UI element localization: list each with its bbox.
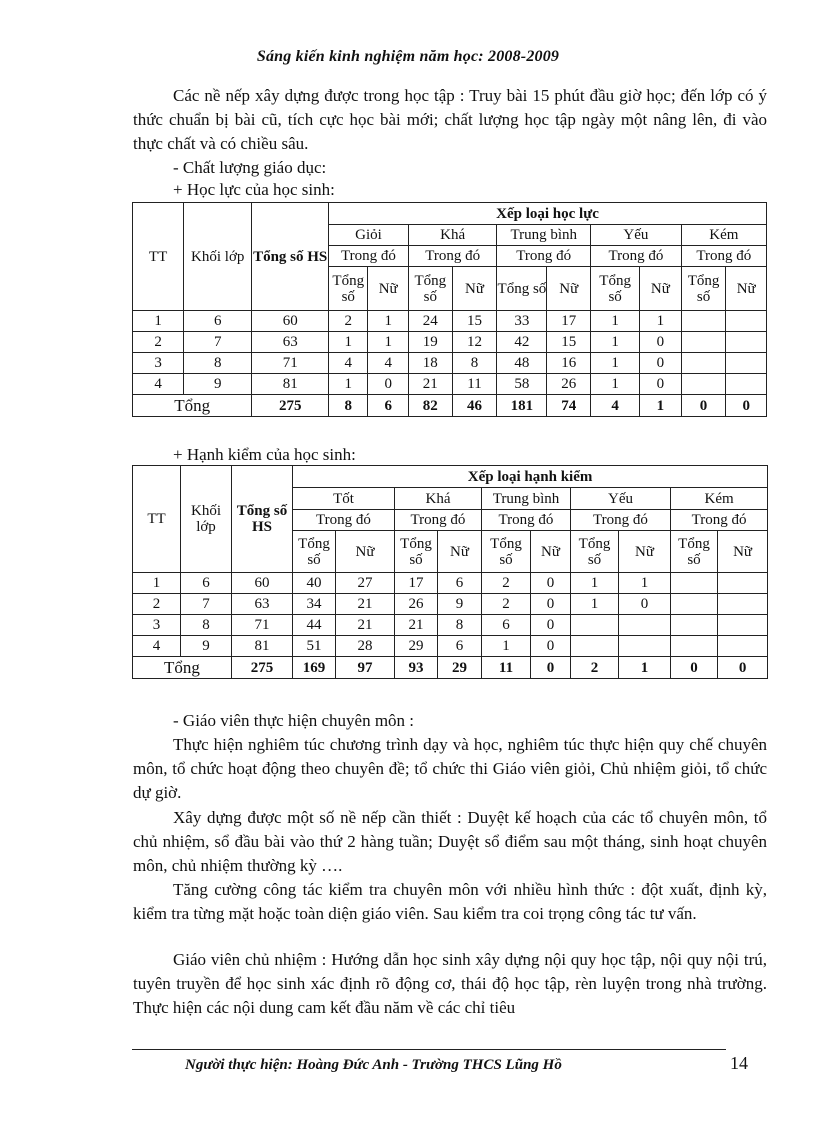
table-cell: 0 <box>640 374 682 395</box>
cat-header: Yếu <box>571 488 671 510</box>
table-cell: 1 <box>640 311 682 332</box>
paragraph-homeroom: Giáo viên chủ nhiệm : Hướng dẫn học sinh xây dựng nội quy học tập, nội quy nội trú, tuyên truyền để học sinh xác định rõ động cơ, thái độ học tập, rèn luyện trong nhà trường. Thực hiện các nội dung cam kết đầu năm về các chỉ tiêu <box>133 950 767 1017</box>
table-cell: 0 <box>619 594 671 615</box>
table-cell: 0 <box>531 594 571 615</box>
total-cell: 0 <box>531 657 571 679</box>
total-cell: 97 <box>336 657 395 679</box>
total-cell: 0 <box>726 395 767 417</box>
subheader-tong-so: Tổng số <box>293 531 336 573</box>
total-cell: 29 <box>438 657 482 679</box>
table-cell: 8 <box>438 615 482 636</box>
table-row <box>133 311 767 332</box>
table-cell: 15 <box>547 332 591 353</box>
total-cell: 0 <box>718 657 768 679</box>
total-cell: 8 <box>329 395 368 417</box>
table-cell <box>671 573 718 594</box>
total-cell: 169 <box>293 657 336 679</box>
subheader-tong-so: Tổng số <box>671 531 718 573</box>
table-cell: 19 <box>408 332 452 353</box>
table-cell: 17 <box>395 573 438 594</box>
subheader-trong-do: Trong đó <box>293 510 395 531</box>
table-cell: 4 <box>329 353 368 374</box>
table-cell: 1 <box>591 374 640 395</box>
table-cell <box>671 615 718 636</box>
total-cell: 275 <box>252 395 329 417</box>
table-cell: 15 <box>452 311 497 332</box>
header-tt: TT <box>133 203 184 311</box>
table-cell: 8 <box>184 353 252 374</box>
table-cell: 48 <box>497 353 547 374</box>
total-cell: 0 <box>671 657 718 679</box>
table-row <box>133 353 767 374</box>
table-cell <box>726 353 767 374</box>
subheader-tong-so: Tổng số <box>395 531 438 573</box>
subheader-nu: Nữ <box>718 531 768 573</box>
table-cell: 2 <box>482 573 531 594</box>
table-cell <box>726 311 767 332</box>
table-cell: 26 <box>547 374 591 395</box>
table-cell <box>671 594 718 615</box>
table-cell: 63 <box>252 332 329 353</box>
total-label: Tổng <box>133 657 232 679</box>
total-row <box>133 657 768 679</box>
cat-header: Trung bình <box>497 225 591 246</box>
paragraph-curriculum: Thực hiện nghiêm túc chương trình dạy và học, nghiêm túc thực hiện quy chế chuyên môn, tổ chức hoạt động theo chuyên đề; tổ chức thi Giáo viên giỏi, Chủ nhiệm giỏi, tổ chức dự giờ. <box>133 735 767 802</box>
cat-header: Kém <box>681 225 766 246</box>
table-cell: 21 <box>395 615 438 636</box>
header-group: Xếp loại học lực <box>329 203 767 225</box>
table-cell: 6 <box>482 615 531 636</box>
table-cell <box>726 332 767 353</box>
table-cell: 6 <box>438 573 482 594</box>
table-cell: 60 <box>232 573 293 594</box>
table-cell <box>681 332 726 353</box>
paragraph-routines: Xây dựng được một số nề nếp cần thiết : Duyệt kế hoạch của các tổ chuyên môn, tổ chủ nhiệm, sổ đầu bài vào thứ 2 hàng tuần; Duyệt sổ điểm sau một tháng, sinh hoạt chuyên môn, chủ nhiệm thường kỳ …. <box>133 808 767 875</box>
table-cell <box>681 353 726 374</box>
table-cell: 81 <box>232 636 293 657</box>
subheader-nu: Nữ <box>547 267 591 311</box>
subheader-trong-do: Trong đó <box>408 246 496 267</box>
subheader-trong-do: Trong đó <box>681 246 766 267</box>
table-cell: 1 <box>571 573 619 594</box>
table-cell <box>681 374 726 395</box>
table-cell: 3 <box>133 615 181 636</box>
table-cell: 6 <box>181 573 232 594</box>
table-cell: 0 <box>531 615 571 636</box>
table-cell: 6 <box>184 311 252 332</box>
cat-header: Tốt <box>293 488 395 510</box>
table-cell: 58 <box>497 374 547 395</box>
table-cell: 9 <box>181 636 232 657</box>
subheader-trong-do: Trong đó <box>591 246 682 267</box>
table-cell: 7 <box>181 594 232 615</box>
total-cell: 0 <box>681 395 726 417</box>
table-cell: 71 <box>232 615 293 636</box>
table-cell: 4 <box>368 353 408 374</box>
subheader-nu: Nữ <box>336 531 395 573</box>
table-cell: 1 <box>591 332 640 353</box>
table-cell <box>619 615 671 636</box>
table-cell <box>726 374 767 395</box>
table-cell: 1 <box>329 332 368 353</box>
header-tt: TT <box>133 466 181 573</box>
paragraph-study-habits: Các nề nếp xây dựng được trong học tập : Truy bài 15 phút đầu giờ học; đến lớp có ý thức chuẩn bị bài cũ, tích cực học bài mới; chất lượng học tập ngày một nâng lên, đi vào thực chất và có chiều sâu. <box>133 86 767 153</box>
table-cell: 6 <box>438 636 482 657</box>
total-cell: 4 <box>591 395 640 417</box>
table-cell <box>718 573 768 594</box>
table-row <box>133 332 767 353</box>
header-tong-so-hs: Tổng số HS <box>252 203 329 311</box>
cat-header: Trung bình <box>482 488 571 510</box>
table-cell <box>718 594 768 615</box>
conduct-table <box>132 465 768 679</box>
heading-education-quality: - Chất lượng giáo dục: <box>173 158 327 177</box>
header-group: Xếp loại hạnh kiểm <box>293 466 768 488</box>
total-cell: 93 <box>395 657 438 679</box>
table-cell <box>718 636 768 657</box>
table-cell: 17 <box>547 311 591 332</box>
table-cell: 0 <box>640 353 682 374</box>
table-cell: 26 <box>395 594 438 615</box>
table-cell: 21 <box>408 374 452 395</box>
heading-academic-performance: + Học lực của học sinh: <box>173 180 335 199</box>
table-cell: 1 <box>368 332 408 353</box>
table-cell: 9 <box>184 374 252 395</box>
table-cell <box>671 636 718 657</box>
table-cell: 8 <box>452 353 497 374</box>
table-cell: 1 <box>368 311 408 332</box>
heading-conduct: + Hạnh kiểm của học sinh: <box>173 445 356 464</box>
total-label: Tổng <box>133 395 252 417</box>
footer-divider <box>132 1049 726 1050</box>
academic-table <box>132 202 767 417</box>
subheader-nu: Nữ <box>452 267 497 311</box>
table-cell: 2 <box>482 594 531 615</box>
subheader-trong-do: Trong đó <box>482 510 571 531</box>
subheader-nu: Nữ <box>640 267 682 311</box>
total-cell: 181 <box>497 395 547 417</box>
table-cell: 1 <box>133 311 184 332</box>
table-cell: 0 <box>368 374 408 395</box>
table-cell <box>571 636 619 657</box>
table-cell <box>571 615 619 636</box>
subheader-tong-so: Tổng số <box>497 267 547 311</box>
footer-author: Người thực hiện: Hoàng Đức Anh - Trường THCS Lũng Hồ <box>185 1057 562 1073</box>
table-cell: 1 <box>619 573 671 594</box>
heading-teachers: - Giáo viên thực hiện chuyên môn : <box>173 711 415 730</box>
cat-header: Giỏi <box>329 225 409 246</box>
table-cell: 71 <box>252 353 329 374</box>
table-cell <box>619 636 671 657</box>
table-cell <box>681 311 726 332</box>
table-cell: 1 <box>591 311 640 332</box>
subheader-nu: Nữ <box>619 531 671 573</box>
total-cell: 74 <box>547 395 591 417</box>
total-cell: 1 <box>619 657 671 679</box>
table-row <box>133 573 768 594</box>
table-cell: 29 <box>395 636 438 657</box>
table-cell: 1 <box>329 374 368 395</box>
subheader-nu: Nữ <box>726 267 767 311</box>
table-cell: 27 <box>336 573 395 594</box>
table-row <box>133 636 768 657</box>
table-cell: 7 <box>184 332 252 353</box>
table-cell: 42 <box>497 332 547 353</box>
table-cell: 0 <box>531 636 571 657</box>
cat-header: Khá <box>395 488 482 510</box>
table-cell: 18 <box>408 353 452 374</box>
table-cell: 28 <box>336 636 395 657</box>
total-cell: 82 <box>408 395 452 417</box>
total-cell: 275 <box>232 657 293 679</box>
subheader-tong-so: Tổng số <box>681 267 726 311</box>
subheader-nu: Nữ <box>368 267 408 311</box>
table-cell: 9 <box>438 594 482 615</box>
table-cell: 1 <box>482 636 531 657</box>
table-cell: 63 <box>232 594 293 615</box>
table-cell: 51 <box>293 636 336 657</box>
subheader-nu: Nữ <box>438 531 482 573</box>
table-cell: 24 <box>408 311 452 332</box>
header-khoi-lop: Khối lớp <box>181 466 232 573</box>
table-cell: 11 <box>452 374 497 395</box>
subheader-tong-so: Tổng số <box>571 531 619 573</box>
cat-header: Yếu <box>591 225 682 246</box>
subheader-tong-so: Tổng số <box>482 531 531 573</box>
total-cell: 2 <box>571 657 619 679</box>
table-cell: 81 <box>252 374 329 395</box>
page-number: 14 <box>730 1053 748 1073</box>
table-cell: 21 <box>336 615 395 636</box>
total-cell: 1 <box>640 395 682 417</box>
subheader-trong-do: Trong đó <box>671 510 768 531</box>
table-row <box>133 374 767 395</box>
table-cell: 2 <box>133 332 184 353</box>
page-header: Sáng kiến kinh nghiệm năm học: 2008-2009 <box>256 48 560 65</box>
subheader-trong-do: Trong đó <box>329 246 409 267</box>
table-cell: 2 <box>329 311 368 332</box>
table-cell: 1 <box>571 594 619 615</box>
header-khoi-lop: Khối lớp <box>184 203 252 311</box>
subheader-nu: Nữ <box>531 531 571 573</box>
table-cell: 12 <box>452 332 497 353</box>
table-cell: 0 <box>531 573 571 594</box>
table-cell: 0 <box>640 332 682 353</box>
subheader-trong-do: Trong đó <box>571 510 671 531</box>
table-cell: 33 <box>497 311 547 332</box>
table-cell: 1 <box>591 353 640 374</box>
table-cell: 60 <box>252 311 329 332</box>
table-cell: 1 <box>133 573 181 594</box>
cat-header: Kém <box>671 488 768 510</box>
table-row <box>133 615 768 636</box>
paragraph-inspection: Tăng cường công tác kiểm tra chuyên môn với nhiều hình thức : đột xuất, định kỳ, kiểm tra từng mặt hoặc toàn diện giáo viên. Sau kiểm tra coi trọng công tác tư vấn. <box>133 880 767 923</box>
header-tong-so-hs: Tổng số HS <box>232 466 293 573</box>
subheader-trong-do: Trong đó <box>497 246 591 267</box>
table-cell: 44 <box>293 615 336 636</box>
table-cell: 34 <box>293 594 336 615</box>
total-cell: 6 <box>368 395 408 417</box>
table-row <box>133 594 768 615</box>
total-cell: 46 <box>452 395 497 417</box>
subheader-trong-do: Trong đó <box>395 510 482 531</box>
table-cell: 40 <box>293 573 336 594</box>
subheader-tong-so: Tổng số <box>408 267 452 311</box>
table-cell: 21 <box>336 594 395 615</box>
table-cell: 4 <box>133 374 184 395</box>
table-cell: 2 <box>133 594 181 615</box>
subheader-tong-so: Tổng số <box>591 267 640 311</box>
subheader-tong-so: Tổng số <box>329 267 368 311</box>
table-cell: 4 <box>133 636 181 657</box>
table-cell: 8 <box>181 615 232 636</box>
table-cell <box>718 615 768 636</box>
table-cell: 16 <box>547 353 591 374</box>
cat-header: Khá <box>408 225 496 246</box>
table-cell: 3 <box>133 353 184 374</box>
total-cell: 11 <box>482 657 531 679</box>
total-row <box>133 395 767 417</box>
